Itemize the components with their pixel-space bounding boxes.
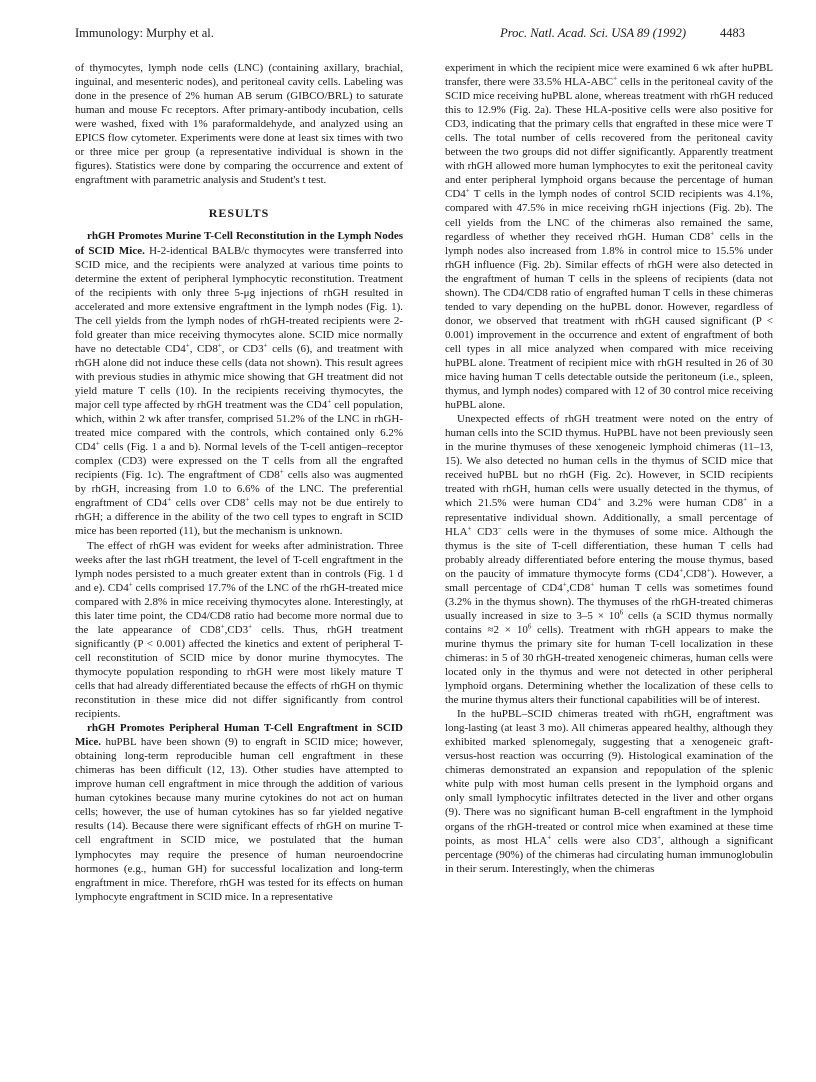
header-journal-page bbox=[500, 26, 745, 41]
right-column bbox=[445, 61, 773, 876]
header-section-author: Immunology: Murphy et al. bbox=[75, 26, 214, 40]
subsection-heading-human: rhGH Promotes Peripheral Human T-Cell Engraftment in SCID Mice. bbox=[75, 722, 403, 749]
left-column bbox=[75, 61, 403, 904]
page-number: 4483 bbox=[720, 26, 745, 40]
results-paragraph-1: rhGH Promotes Murine T-Cell Reconstitution in the Lymph Nodes of SCID Mice. H-2-identical BALB/c thymocytes were transferred into SCID mice, and the recipients were analyzed at various time points to determine the extent of peripheral lymphocytic reconstitution. Treatment of the recipients with only three 5-μg injections of rhGH resulted in accelerated and more extensive engraftment in the lymph nodes (Fig. 1). The cell yields from the lymph nodes of rhGH-treated recipients were 2-fold greater than mice receiving thymocytes alone. SCID mice normally have no detectable CD4+, CD8+, or CD3+ cells (6), and treatment with rhGH alone did not induce these cells (data not shown). This result agrees with previous studies in athymic mice showing that GH treatment did not yield mature T cells (10). In the recipients receiving thymocytes, the major cell type affected by rhGH treatment was the CD4+ cell population, which, within 2 wk after transfer, comprised 51.2% of the LNC in rhGH-treated mice compared with the controls, which contained only 6.2% CD4+ cells (Fig. 1 a and b). Normal levels of the T-cell antigen–receptor complex (CD3) were expressed on the T cells from all the engrafted recipients (Fig. 1c). The engraftment of CD8+ cells also was augmented by rhGH, increasing from 1.0 to 6.6% of the LNC. The preferential engraftment of CD4+ cells over CD8+ cells may not be due entirely to rhGH; a difference in the ability of the two cell types to engraft in SCID mice has been reported (11), but the mechanism is unknown. bbox=[75, 230, 403, 538]
results-paragraph-3: rhGH Promotes Peripheral Human T-Cell Engraftment in SCID Mice. huPBL have been shown (9) to engraft in SCID mice; however, obtaining long-term reproducible human cell engraftment in these chimeras has been difficult (12, 13). Other studies have attempted to improve human cell engraftment in mice through the addition of various human cytokines because many murine cytokines do not act on human cells; however, the use of human cytokines has so far yielded negative results (14). Because there were significant effects of rhGH on murine T-cell engraftment in SCID mice, we postulated that the human lymphocytes may require the presence of human neuroendocrine hormones (e.g., human GH) for successful localization and long-term engraftment in mice. Therefore, rhGH was tested for its effects on human lymphocyte engraftment in SCID mice. In a representative bbox=[75, 722, 403, 903]
right-paragraph-1: experiment in which the recipient mice were examined 6 wk after huPBL transfer, there were 33.5% HLA-ABC+ cells in the peritoneal cavity of the SCID mice receiving huPBL alone, whereas treatment with rhGH reduced this to 12.9% (Fig. 2a). These HLA-positive cells were also positive for CD3, indicating that the primary cells that engrafted in these mice were T cells. The total number of cells recovered from the peritoneal cavity between the two groups did not differ significantly. Apparently treatment with rhGH allowed more human lymphocytes to exit the peritoneal cavity and enter peripheral lymphoid organs because the percentage of human CD4+ T cells in the lymph nodes of control SCID recipients was 4.1%, compared with 47.5% in mice receiving rhGH injections (Fig. 2b). The cell yields from the LNC of the chimeras also remained the same, regardless of whether they received rhGH. Human CD8+ cells in the lymph nodes also increased from 1.8% in control mice to 15.5% under rhGH influence (Fig. 2b). Similar effects of rhGH were also detected in the engraftment of human T cells in the spleens of recipients (data not shown). The CD4/CD8 ratio of engrafted human T cells in these chimeras tended to vary depending on the huPBL donor. However, regardless of donor, we observed that treatment with rhGH caused significant (P < 0.001) improvement in the occurrence and extent of engraftment of both cell types in all mice analyzed when compared with mice receiving huPBL alone. Treatment of recipient mice with rhGH resulted in 26 of 30 mice having human T cells detectable outside the peritoneum (i.e., spleen, thymus, and lymph nodes) compared with 12 of 30 control mice receiving huPBL alone. bbox=[445, 62, 774, 412]
header-journal: Proc. Natl. Acad. Sci. USA 89 (1992) bbox=[500, 26, 686, 40]
running-header bbox=[75, 26, 745, 44]
methods-paragraph-end: of thymocytes, lymph node cells (LNC) (containing axillary, brachial, inguinal, and mesenteric nodes), and peritoneal cavity cells. Labeling was done in the presence of 2% human AB serum (GIBCO/BRL) to saturate human and mouse Fc receptors. After primary-antibody incubation, cells were washed, fixed with 1% paraformaldehyde, and analyzed using an EPICS flow cytometer. Experiments were done at least six times with two or three mice per group (a representative individual is shown in the figures). Statistics were done by comparing the occurrence and extent of engraftment with parametric analysis and Student's t test. bbox=[75, 62, 403, 187]
right-paragraph-2: Unexpected effects of rhGH treatment were noted on the entry of human cells into the SCID thymus. HuPBL have not been previously seen in the murine thymuses of these xenogeneic lymphoid chimeras (11–13, 15). We also detected no human cells in the thymus of SCID mice that received huPBL but no rhGH (Fig. 2c). However, in SCID recipients treated with rhGH, human cells were usually detected in the thymus, of which 21.5% were human CD4+ and 3.2% were human CD8+ in a representative individual shown. Additionally, a small percentage of HLA+ CD3− cells were in the thymuses of some mice. Although the thymus is the site of T-cell differentiation, these human T cells had probably already differentiated before entering the mouse thymus, based on the paucity of immature thymocyte forms (CD4+,CD8+). However, a small percentage of CD4+,CD8+ human T cells was sometimes found (3.2% in the thymus shown). The thymuses of the rhGH-treated chimeras usually increased in size to $3-5 \times 10^6$ cells (a SCID thymus normally contains $\approx 2 \times 10^6$ cells). Treatment with rhGH appears to make the murine thymus the primary site for human T-cell localization in these chimeras: in 5 of 30 rhGH-treated xenogeneic chimeras, human cells were located only in the thymus and were not detected in other peripheral lymphoid organs. Determining whether the localization of these cells to the murine thymus alters their functional capabilities will be of interest. bbox=[445, 413, 774, 707]
right-paragraph-3: In the huPBL–SCID chimeras treated with rhGH, engraftment was long-lasting (at least 3 mo). All chimeras appeared healthy, although they exhibited marked splenomegaly, suggesting that a xenogeneic graft-versus-host reaction was occurring (9). Histological examination of the chimeras demonstrated an expansion and repopulation of the splenic white pulp with most human cells present in the lymphoid organs and only small lymphocytic infiltrates detected in the liver and other organs (9). There was no significant human B-cell engraftment in the lymphoid organs of the rhGH-treated or control mice when examined at these time points, as most HLA+ cells were also CD3+, although a significant percentage (90%) of the chimeras had circulating human immunoglobulin in their serum. Interestingly, when the chimeras bbox=[445, 708, 773, 875]
section-heading-results: RESULTS bbox=[208, 206, 270, 221]
subsection-heading-murine: rhGH Promotes Murine T-Cell Reconstitution in the Lymph Nodes of SCID Mice. bbox=[75, 230, 403, 257]
results-paragraph-2: The effect of rhGH was evident for weeks after administration. Three weeks after the last rhGH treatment, the level of T-cell engraftment in the lymph nodes persisted to a much greater extent than in controls (Fig. 1 d and e). CD4+ cells comprised 17.7% of the LNC of the rhGH-treated mice compared with 2.8% in mice receiving thymocytes alone. Interestingly, at this later time point, the CD4/CD8 ratio had become more normal due to the late appearance of CD8+,CD3+ cells. Thus, rhGH treatment significantly (P < 0.001) affected the kinetics and extent of peripheral T-cell reconstitution of SCID mice by donor murine thymocytes. The thymocyte population responding to rhGH were most likely mature T cells that had already differentiated because the effects of rhGH on thymic reconstitution in these mice did not differ significantly from control recipients. bbox=[75, 539, 404, 721]
